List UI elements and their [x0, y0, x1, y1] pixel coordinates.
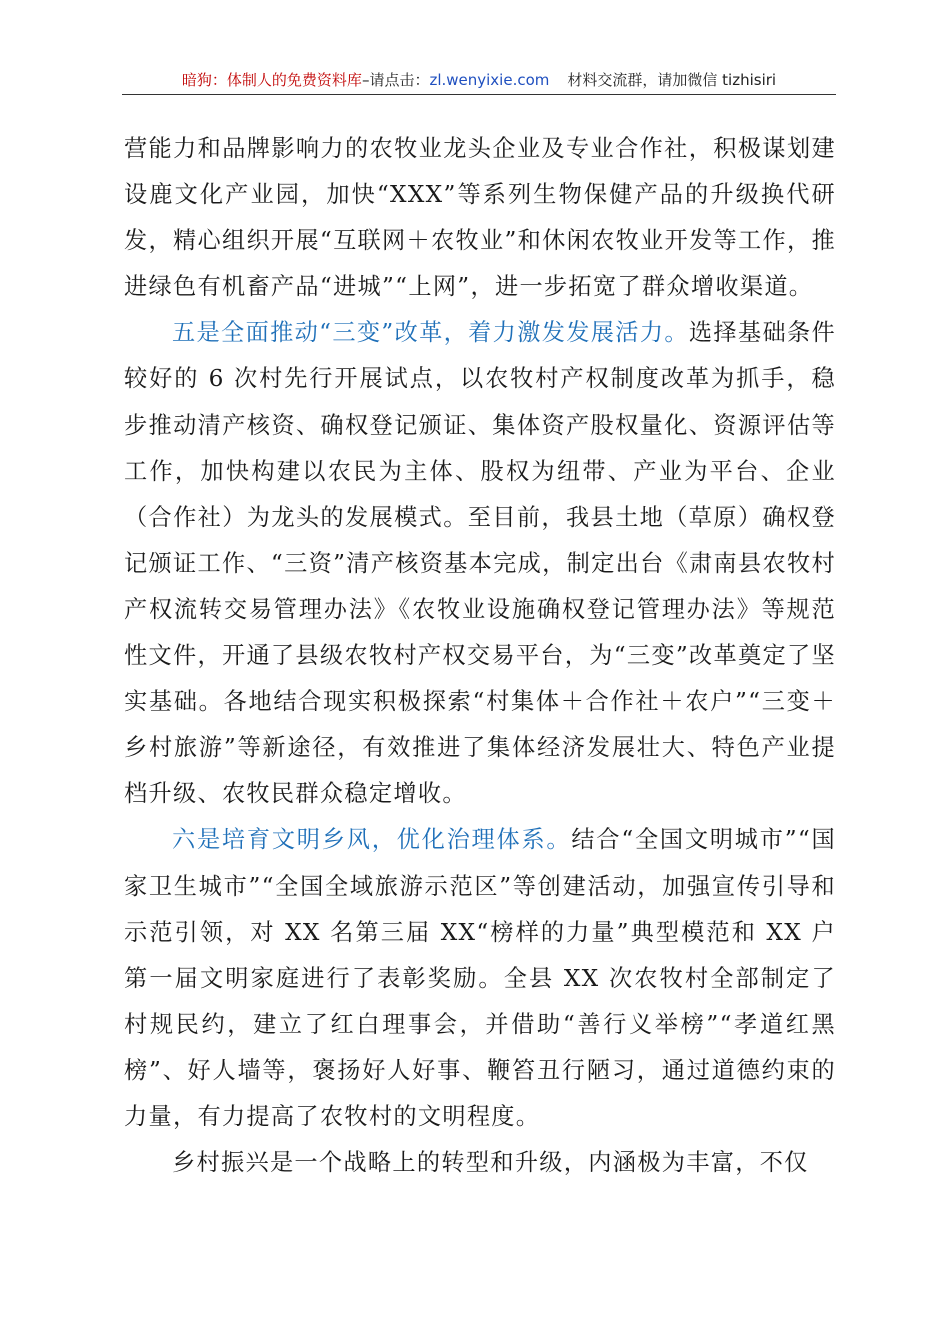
paragraph-3 — [124, 817, 836, 1140]
header-site-name: 暗狗：体制人的免费资料库 — [181, 71, 362, 89]
paragraph-3-text: 结合“全国文明城市”“国家卫生城市”“全国全域旅游示范区”等创建活动，加强宣传引导和示范引领，对 XX 名第三届 XX“榜样的力量”典型模范和 XX 户第一届文明家庭进行了表彰奖励。全县 XX 次农牧村全部制定了村规民约，建立了红白理事会，并借助“善行义举榜”“孝道红黑榜”、好人墙等，褒扬好人好事、鞭笞丑行陋习，通过道德约束的力量，有力提高了农牧村的文明程度。 — [124, 826, 836, 1130]
paragraph-2-text: 选择基础条件较好的 6 次村先行开展试点，以农牧村产权制度改革为抓手，稳步推动清产核资、确权登记颁证、集体资产股权量化、资源评估等工作，加快构建以农民为主体、股权为纽带、产业为平台、企业（合作社）为龙头的发展模式。至目前，我县土地（草原）确权登记颁证工作、“三资”清产核资基本完成，制定出台《肃南县农牧村产权流转交易管理办法》《农牧业设施确权登记管理办法》等规范性文件，开通了县级农牧村产权交易平台，为“三变”改革奠定了坚实基础。各地结合现实积极探索“村集体＋合作社＋农户”“三变＋乡村旅游”等新途径，有效推进了集体经济发展壮大、特色产业提档升级、农牧民群众稳定增收。 — [124, 319, 836, 808]
page-header — [122, 66, 836, 95]
paragraph-2 — [124, 310, 836, 817]
document-body — [124, 126, 836, 1186]
paragraph-1 — [124, 126, 836, 310]
paragraph-3-lead-heading: 六是培育文明乡风，优化治理体系。 — [172, 826, 572, 854]
paragraph-4 — [124, 1140, 836, 1186]
header-group-note: 材料交流群，请加微信 tizhisiri — [567, 71, 777, 89]
header-click-prompt: –请点击： — [361, 71, 430, 89]
paragraph-4-text: 乡村振兴是一个战略上的转型和升级，内涵极为丰富，不仅 — [172, 1149, 809, 1177]
header-url-link[interactable]: zl.wenyixie.com — [429, 71, 550, 89]
paragraph-2-lead-heading: 五是全面推动“三变”改革，着力激发发展活力。 — [172, 319, 689, 347]
paragraph-1-text: 营能力和品牌影响力的农牧业龙头企业及专业合作社，积极谋划建设鹿文化产业园，加快“XXX”等系列生物保健产品的升级换代研发，精心组织开展“互联网＋农牧业”和休闲农牧业开发等工作，推进绿色有机畜产品“进城”“上网”，进一步拓宽了群众增收渠道。 — [124, 135, 836, 301]
